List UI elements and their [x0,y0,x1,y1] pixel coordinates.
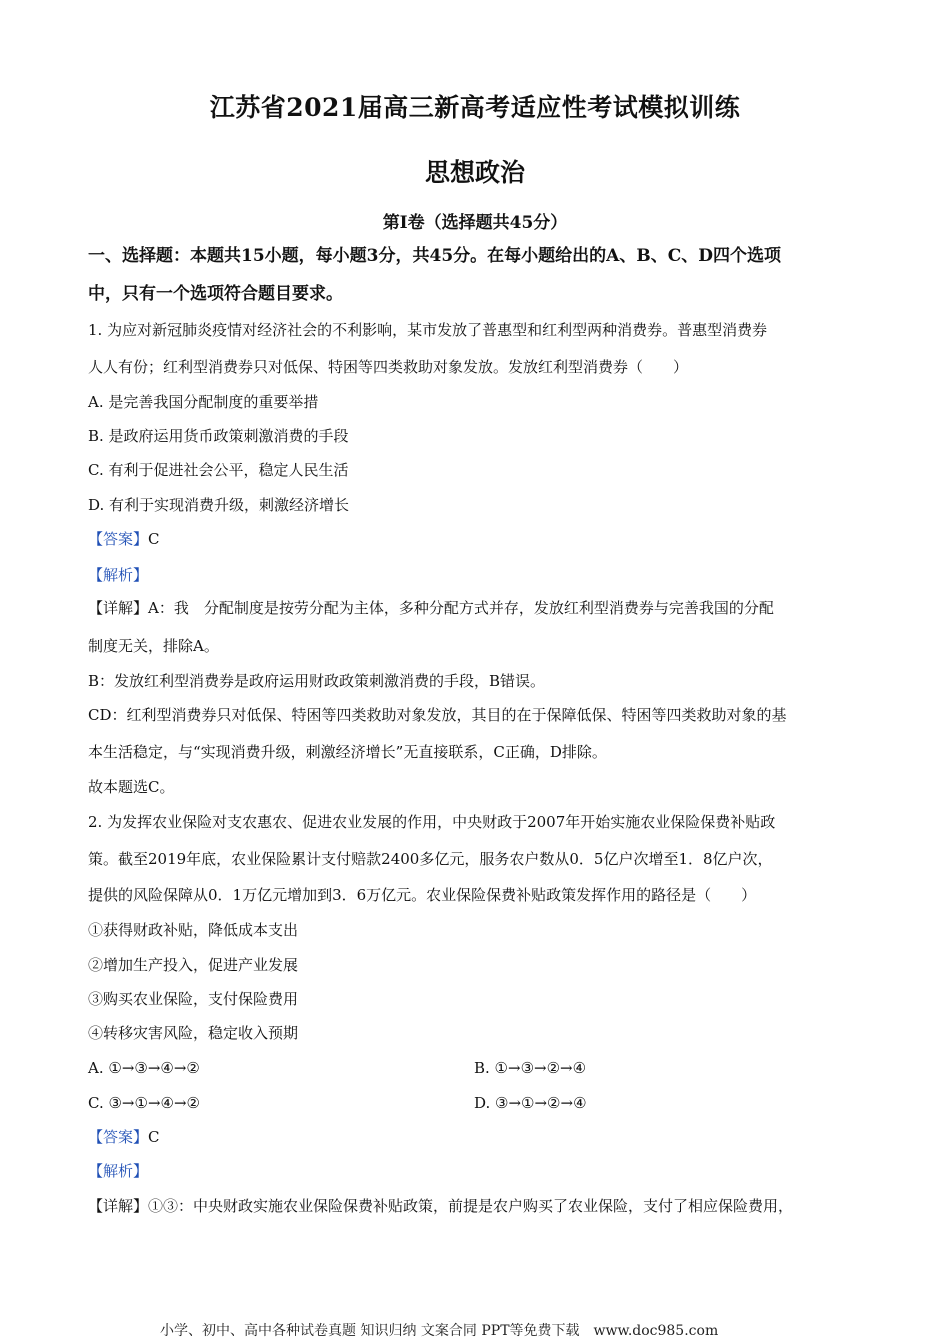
q1-stem-line-1: 1. 为应对新冠肺炎疫情对经济社会的不利影响，某市发放了普惠型和红利型两种消费券。普惠型消费券 [88,321,768,339]
page-footer: 小学、初中、高中各种试卷真题 知识归纳 文案合同 PPT等免费下载 www.doc985.com [160,1323,719,1339]
q2-item-4: ④转移灾害风险，稳定收入预期 [88,1024,299,1042]
answer-value: C [148,530,160,548]
q2-stem-line-1: 2. 为发挥农业保险对支农惠农、促进农业发展的作用，中央财政于2007年开始实施农业保险保费补贴政 [88,813,776,831]
answer-tag: 【答案】 [88,1128,149,1146]
exam-title: 江苏省2021届高三新高考适应性考试模拟训练 [209,93,741,122]
q1-detail-line-4: CD：红利型消费券只对低保、特困等四类救助对象发放，其目的在于保障低保、特困等四类救助对象的基 [88,706,787,724]
answer-tag: 【答案】 [88,530,149,548]
q2-item-1: ①获得财政补贴，降低成本支出 [88,921,299,939]
section-title: 第Ⅰ卷（选择题共45分） [382,213,568,233]
detail-tag: 【详解】 [88,599,149,617]
q1-detail-line-3: B：发放红利型消费券是政府运用财政政策刺激消费的手段，B错误。 [88,672,546,690]
q2-stem-line-3: 提供的风险保障从0．1万亿元增加到3．6万亿元。农业保险保费补贴政策发挥作用的路径是（ ） [88,886,757,904]
q2-detail-line-1 [88,1196,793,1216]
q1-detail-line-2: 制度无关，排除A。 [88,637,219,655]
q2-option-a: A. ①→③→④→② [88,1059,200,1077]
q1-option-c: C. 有利于促进社会公平，稳定人民生活 [88,461,349,479]
q1-detail-line-1 [88,598,774,618]
q1-option-b: B. 是政府运用货币政策刺激消费的手段 [88,427,349,445]
q1-stem-line-2: 人人有份；红利型消费券只对低保、特困等四类救助对象发放。发放红利型消费券（ ） [88,358,689,376]
subject-title: 思想政治 [424,158,525,187]
instructions-line-1: 一、选择题：本题共15小题，每小题3分，共45分。在每小题给出的A、B、C、D四个选项 [88,246,781,266]
detail-text: A：我 分配制度是按劳分配为主体，多种分配方式并存，发放红利型消费券与完善我国的分配 [148,599,774,617]
q1-detail-line-5: 本生活稳定，与“实现消费升级，刺激经济增长”无直接联系，C正确，D排除。 [88,743,607,761]
analysis-tag: 【解析】 [88,1162,149,1180]
detail-tag: 【详解】 [88,1197,149,1215]
q1-detail-line-6: 故本题选C。 [88,778,175,796]
q1-analysis-tag [88,565,148,585]
q2-option-c: C. ③→①→④→② [88,1094,200,1112]
q1-answer [88,529,160,549]
analysis-tag: 【解析】 [88,566,149,584]
q2-option-b: B. ①→③→②→④ [474,1059,587,1077]
instructions-line-2: 中，只有一个选项符合题目要求。 [88,284,343,304]
answer-value: C [148,1128,160,1146]
detail-text: ①③：中央财政实施农业保险保费补贴政策，前提是农户购买了农业保险，支付了相应保险费用， [148,1197,794,1215]
q2-option-d: D. ③→①→②→④ [474,1094,587,1112]
q2-item-2: ②增加生产投入，促进产业发展 [88,956,299,974]
q2-answer [88,1127,160,1147]
q2-analysis-tag [88,1161,148,1181]
q1-option-a: A. 是完善我国分配制度的重要举措 [88,393,319,411]
q2-item-3: ③购买农业保险，支付保险费用 [88,990,299,1008]
q2-stem-line-2: 策。截至2019年底，农业保险累计支付赔款2400多亿元，服务农户数从0．5亿户次增至1．8亿户次， [88,850,773,868]
q1-option-d: D. 有利于实现消费升级，刺激经济增长 [88,496,350,514]
